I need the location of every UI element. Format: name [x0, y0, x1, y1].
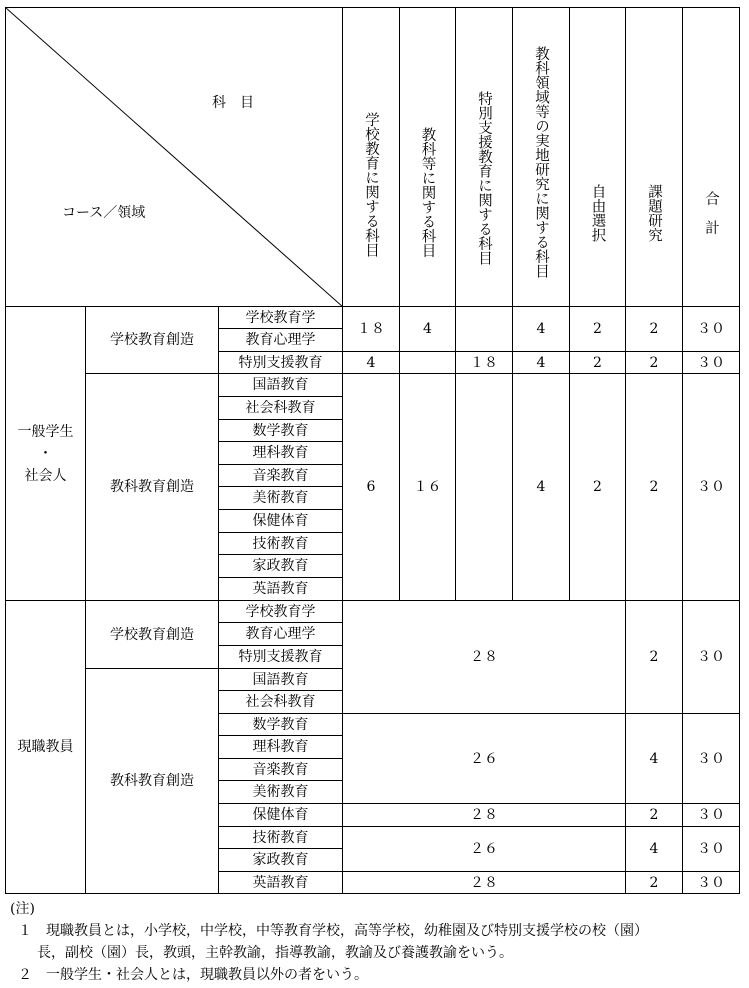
column-header-subjects: 教科等に関する科目	[400, 8, 456, 307]
subject-cell: 数学教育	[219, 420, 343, 442]
credit-table	[5, 7, 740, 894]
value-cell: ３０	[683, 374, 740, 601]
value-cell: ３０	[683, 307, 740, 352]
value-cell: 2	[570, 307, 626, 352]
value-cell: 6	[343, 374, 400, 601]
subject-cell: 特別支援教育	[219, 352, 343, 374]
value-cell: 4	[513, 307, 570, 352]
subject-cell: 国語教育	[219, 669, 343, 691]
subject-cell: 英語教育	[219, 872, 343, 894]
value-cell: 4	[626, 827, 683, 872]
group-current-teachers: 現職教員	[6, 601, 86, 894]
value-cell: ３０	[683, 872, 740, 894]
value-cell	[456, 374, 513, 601]
diagonal-line	[6, 8, 343, 307]
subject-cell: 保健体育	[219, 510, 343, 533]
subject-cell: 家政教育	[219, 849, 343, 872]
table-row	[6, 307, 740, 329]
subject-cell: 音楽教育	[219, 465, 343, 487]
value-cell: 4	[400, 307, 456, 352]
subject-cell: 国語教育	[219, 374, 343, 397]
value-cell: 2	[626, 804, 683, 827]
value-cell: １６	[400, 374, 456, 601]
notes	[10, 898, 648, 986]
corner-header-cell	[6, 8, 343, 307]
subject-cell: 音楽教育	[219, 759, 343, 781]
table-row	[6, 601, 740, 623]
value-cell: 2	[626, 872, 683, 894]
header-row	[6, 8, 740, 307]
subject-cell: 英語教育	[219, 578, 343, 601]
value-cell: 2	[626, 307, 683, 352]
subject-cell: 理科教育	[219, 442, 343, 465]
value-cell: ２８	[343, 601, 626, 714]
subject-cell: 社会科教育	[219, 397, 343, 420]
value-cell	[400, 352, 456, 374]
note-2: ２ 一般学生・社会人とは，現職教員以外の者をいう。	[18, 967, 368, 983]
value-cell	[456, 307, 513, 352]
value-cell: 2	[626, 374, 683, 601]
subject-cell: 教育心理学	[219, 329, 343, 352]
subject-cell: 特別支援教育	[219, 646, 343, 669]
subject-cell: 美術教育	[219, 781, 343, 804]
subject-cell: 理科教育	[219, 736, 343, 759]
field-school-creation: 学校教育創造	[86, 601, 219, 669]
value-cell: 2	[626, 352, 683, 374]
value-cell: ３０	[683, 352, 740, 374]
subject-cell: 家政教育	[219, 555, 343, 578]
value-cell: ２８	[343, 872, 626, 894]
column-header-school-education: 学校教育に関する科目	[343, 8, 400, 307]
value-cell: ３０	[683, 714, 740, 804]
note-1-line-2: 長，副校（園）長，教頭，主幹教諭，指導教諭，教諭及び養護教諭をいう。	[37, 945, 513, 961]
value-cell: 4	[513, 352, 570, 374]
subject-cell: 技術教育	[219, 827, 343, 849]
column-header-special-support: 特別支援教育に関する科目	[456, 8, 513, 307]
subject-cell: 社会科教育	[219, 691, 343, 714]
subject-cell: 美術教育	[219, 487, 343, 510]
value-cell: 2	[626, 601, 683, 714]
subject-cell: 数学教育	[219, 714, 343, 736]
value-cell: 2	[570, 352, 626, 374]
subject-cell: 教育心理学	[219, 623, 343, 646]
subject-heading: 科 目	[212, 95, 254, 111]
column-header-free-elective: 自由選択	[570, 8, 626, 307]
table-row	[6, 374, 740, 397]
value-cell: 2	[570, 374, 626, 601]
subject-cell: 学校教育学	[219, 601, 343, 623]
value-cell: ３０	[683, 601, 740, 714]
subject-cell: 学校教育学	[219, 307, 343, 329]
value-cell: １８	[456, 352, 513, 374]
value-cell: ２６	[343, 827, 626, 872]
group-general: 一般学生 ・ 社会人	[6, 307, 86, 601]
subject-cell: 技術教育	[219, 533, 343, 555]
value-cell: 4	[343, 352, 400, 374]
value-cell: 4	[626, 714, 683, 804]
column-header-total: 合 計	[683, 8, 740, 307]
value-cell: 4	[513, 374, 570, 601]
value-cell: ２８	[343, 804, 626, 827]
value-cell: １８	[343, 307, 400, 352]
field-school-creation: 学校教育創造	[86, 307, 219, 374]
column-header-research-project: 課題研究	[626, 8, 683, 307]
course-heading: コース／領域	[62, 205, 146, 221]
field-subject-creation: 教科教育創造	[86, 374, 219, 601]
column-header-field-research: 教科領域等の実地研究に関する科目	[513, 8, 570, 307]
field-subject-creation: 教科教育創造	[86, 669, 219, 894]
notes-heading: (注)	[10, 901, 35, 917]
note-1-line-1: １ 現職教員とは，小学校，中学校，中等教育学校，高等学校，幼稚園及び特別支援学校の校（園）	[18, 923, 648, 939]
subject-cell: 保健体育	[219, 804, 343, 827]
value-cell: ３０	[683, 827, 740, 872]
value-cell: ２６	[343, 714, 626, 804]
value-cell: ３０	[683, 804, 740, 827]
